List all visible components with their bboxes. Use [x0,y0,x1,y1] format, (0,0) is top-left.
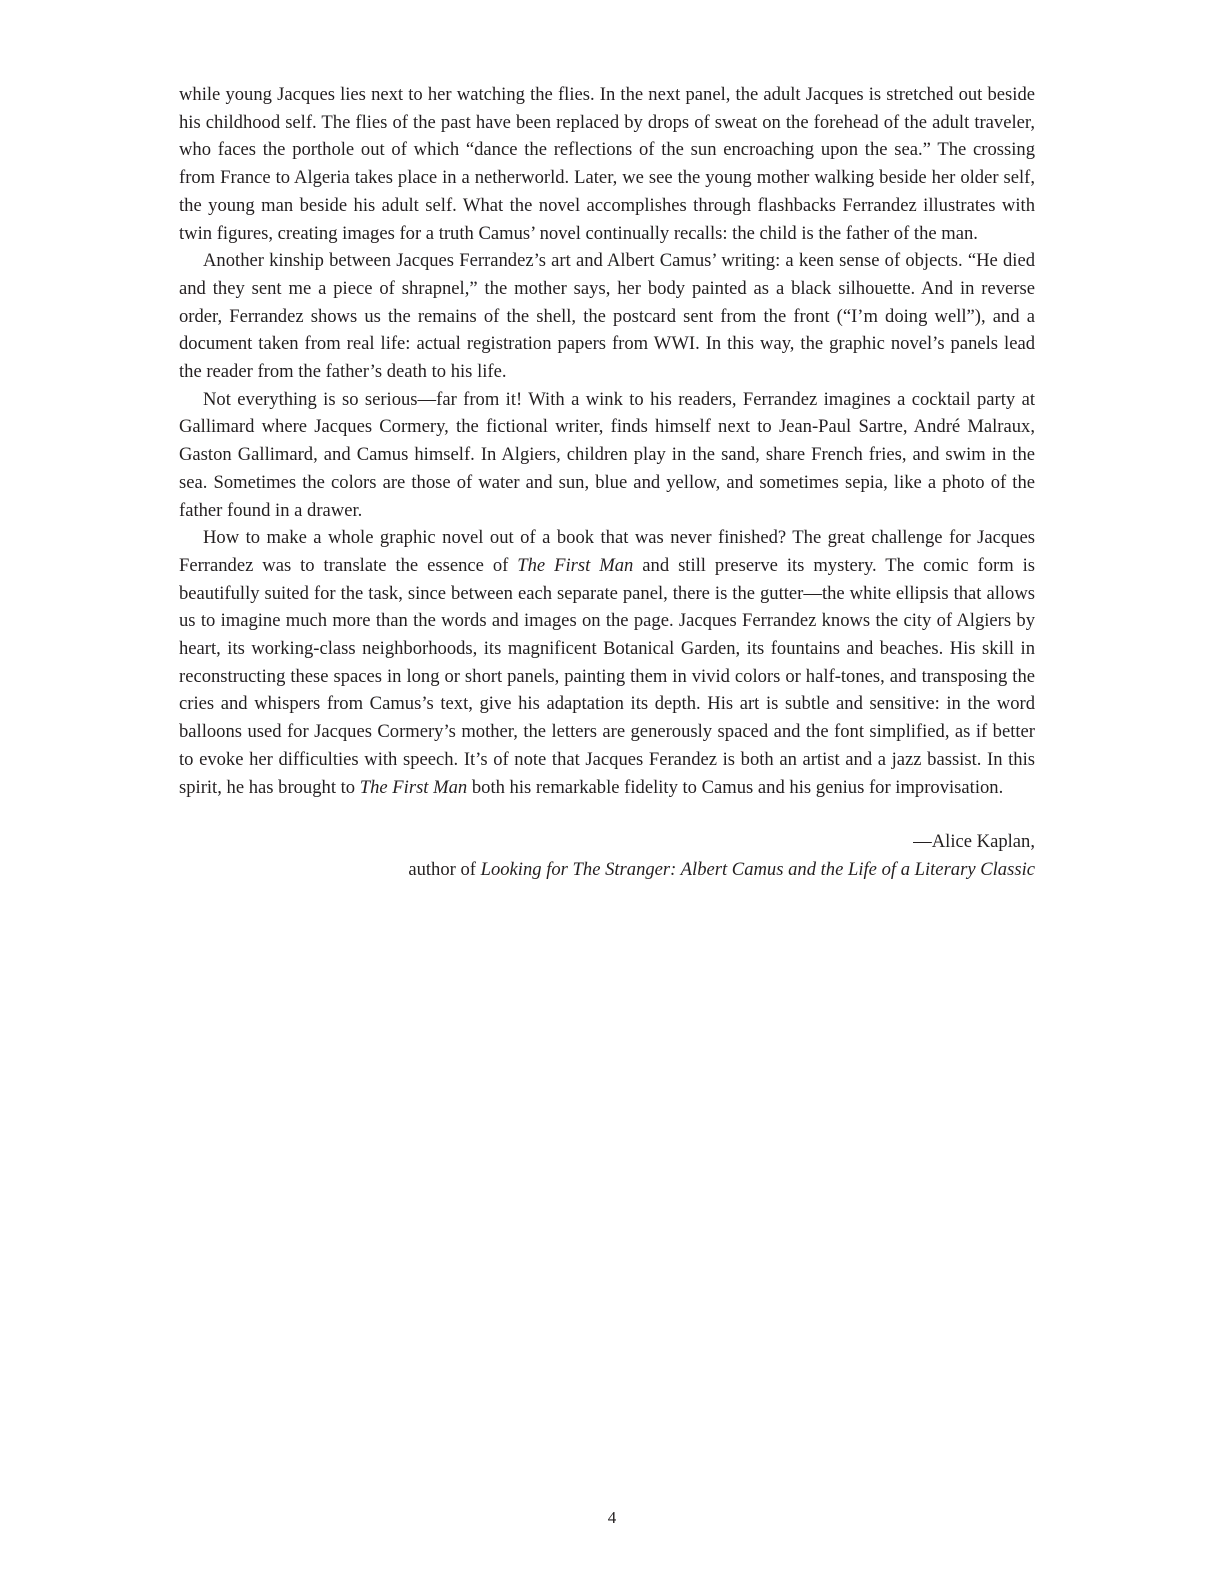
paragraph-4 [179,524,1035,801]
book-title-italic: The First Man [517,554,634,576]
book-title-italic: The First Man [359,776,468,798]
signature [179,828,1035,883]
signature-credit [179,856,1035,884]
paragraph-4-text-a: How to make a whole graphic novel out of a book that was never finished? The great challenge for Jacques Ferrandez was to translate the essence of [179,527,1035,576]
paragraph-4-text-b: and still preserve its mystery. The comic form is beautifully suited for the task, since between each separate panel, there is the gutter—the white ellipsis that allows us to imagine much more than the words and images on the page. Jacques Ferrandez knows the city of Algiers by heart, its working-class neighborhoods, its magnificent Botanical Garden, its fountains and beaches. His skill in reconstructing these spaces in long or short panels, painting them in vivid colors or half-tones, and transposing the cries and whispers from Camus’s text, give his adaptation its depth. His art is subtle and sensitive: in the word balloons used for Jacques Cormery’s mother, the letters are generously spaced and the font simplified, as if better to evoke her difficulties with speech. It’s of note that Jacques Ferandez is both an artist and a jazz bassist. In this spirit, he has brought to [179,554,1036,798]
paragraph-1 [179,81,1035,247]
signature-book-title: Looking for The Stranger: Albert Camus and the Life of a Literary Classic [480,858,1035,880]
signature-name: —Alice Kaplan, [913,831,1035,853]
paragraph-3 [179,386,1035,525]
body-text [179,81,1035,884]
signature-author-prefix: author of [408,858,481,880]
page-number: 4 [607,1508,617,1527]
paragraph-2 [179,247,1035,386]
paragraph-2-text: Another kinship between Jacques Ferrandez’s art and Albert Camus’ writing: a keen sense of objects. “He died and they sent me a piece of shrapnel,” the mother says, her body painted as a black silhouette. And in reverse order, Ferrandez shows us the remains of the shell, the postcard sent from the front (“I’m doing well”), and a document taken from real life: actual registration papers from WWI. In this way, the graphic novel’s panels lead the reader from the father’s death to his life. [179,250,1035,383]
paragraph-1-text: while young Jacques lies next to her watching the flies. In the next panel, the adult Jacques is stretched out beside his childhood self. The flies of the past have been replaced by drops of sweat on the forehead of the adult traveler, who faces the porthole out of which “dance the reflections of the sun encroaching upon the sea.” The crossing from France to Algeria takes place in a netherworld. Later, we see the young mother walking beside her older self, the young man beside his adult self. What the novel accomplishes through flashbacks Ferrandez illustrates with twin figures, creating images for a truth Camus’ novel continually recalls: the child is the father of the man. [179,84,1035,244]
paragraph-4-text-c: both his remarkable fidelity to Camus and his genius for improvisation. [467,776,1004,798]
paragraph-3-text: Not everything is so serious—far from it! With a wink to his readers, Ferrandez imagines a cocktail party at Gallimard where Jacques Cormery, the fictional writer, finds himself next to Jean-Paul Sartre, André Malraux, Gaston Gallimard, and Camus himself. In Algiers, children play in the sand, share French fries, and swim in the sea. Sometimes the colors are those of water and sun, blue and yellow, and sometimes sepia, like a photo of the father found in a drawer. [179,388,1035,521]
